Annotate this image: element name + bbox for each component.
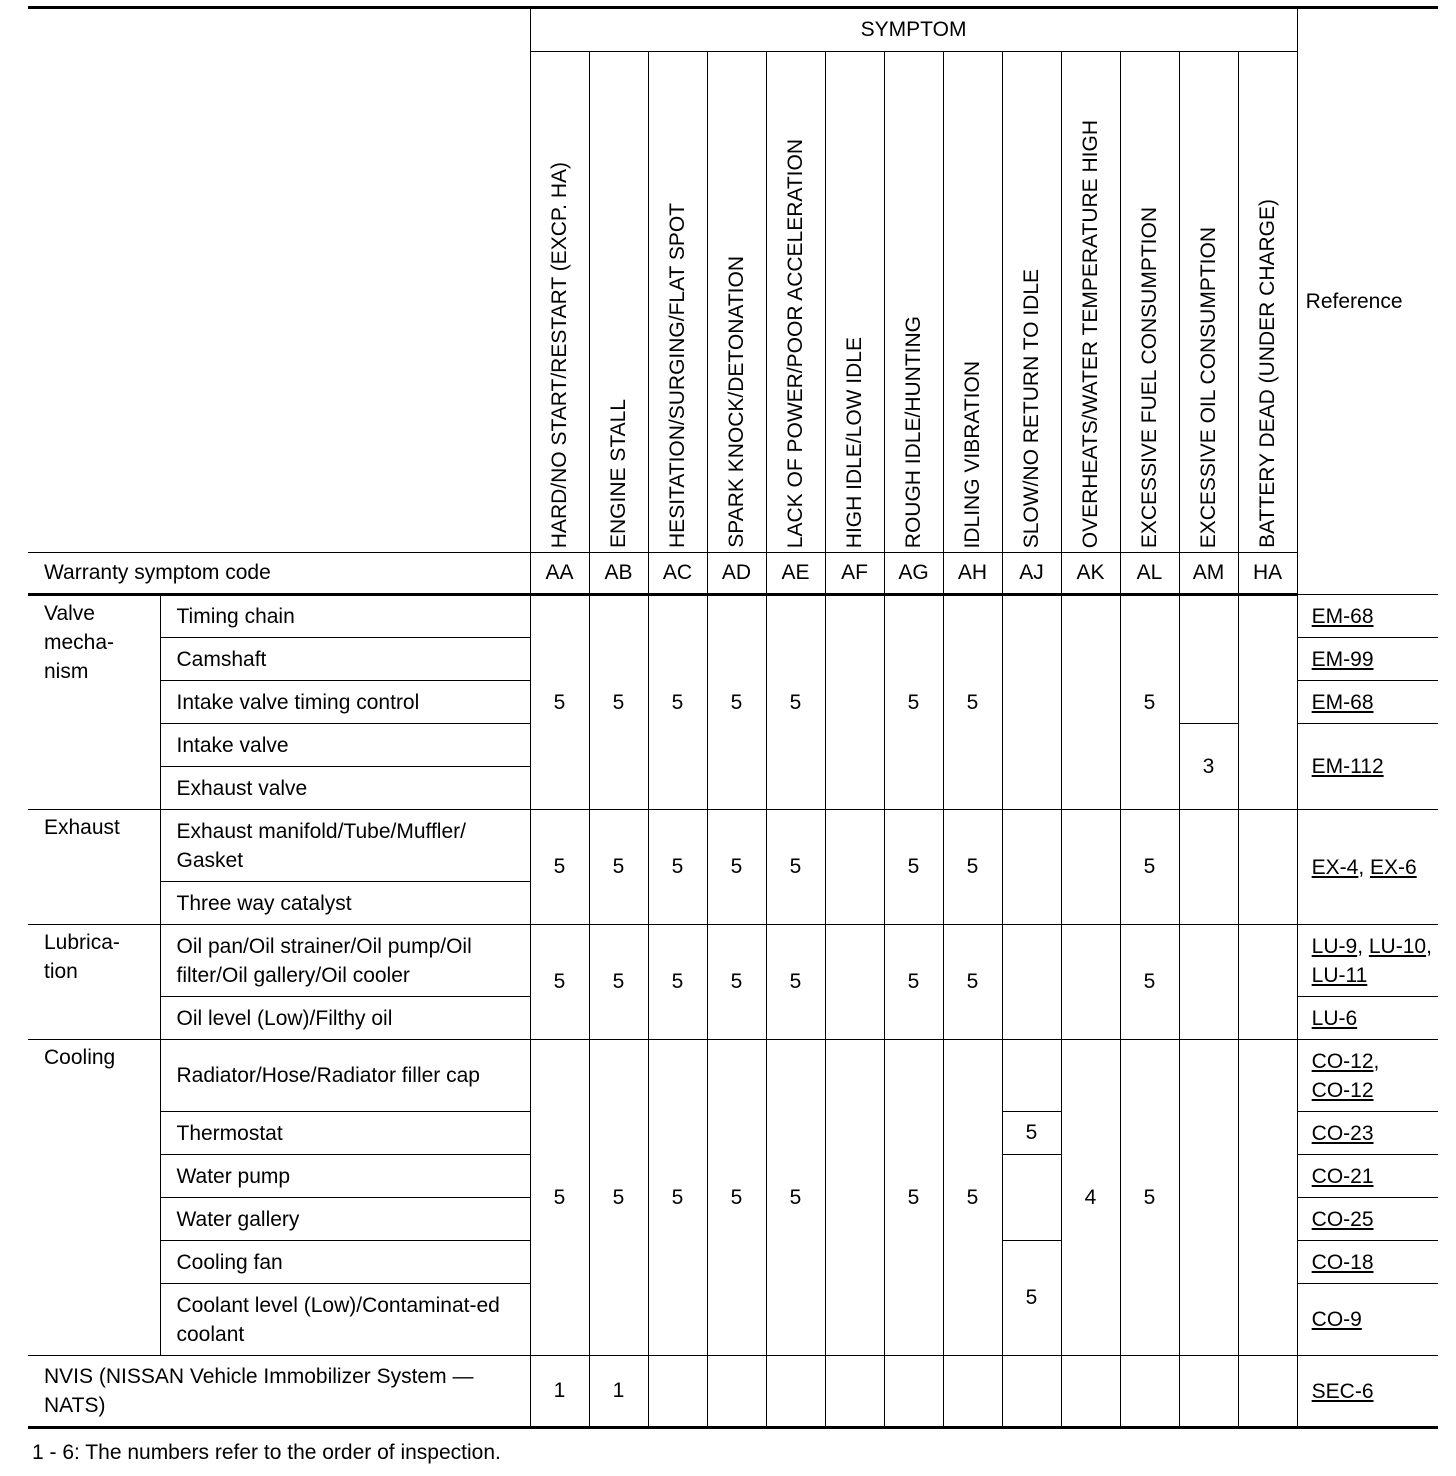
reference-cell [1297,1284,1438,1356]
value-cell [1179,810,1238,925]
value-cell: 5 [1120,1040,1179,1356]
value-cell [825,810,884,925]
symptom-name: HESITATION/SURGING/FLAT SPOT [648,52,707,553]
symptom-name: EXCESSIVE OIL CONSUMPTION [1179,52,1238,553]
item-exhaust-valve: Exhaust valve [160,767,530,810]
value-cell: 5 [707,595,766,810]
symptom-name: OVERHEATS/WATER TEMPERATURE HIGH [1061,52,1120,553]
reference-cell [1297,724,1438,810]
symptom-name: HIGH IDLE/LOW IDLE [825,52,884,553]
symptom-code: AE [766,553,825,595]
value-cell [1002,595,1061,810]
reference-cell [1297,1241,1438,1284]
value-cell [1179,925,1238,1040]
value-cell: 5 [1120,925,1179,1040]
value-cell: 5 [648,925,707,1040]
value-cell [943,1356,1002,1428]
item-water-pump: Water pump [160,1155,530,1198]
value-cell [1061,810,1120,925]
category-exhaust: Exhaust [28,810,160,925]
item-three-way-catalyst: Three way catalyst [160,882,530,925]
reference-cell [1297,1198,1438,1241]
reference-link[interactable]: SEC-6 [1311,1379,1374,1403]
reference-link[interactable]: EM-68 [1311,604,1374,628]
value-cell [1179,595,1238,724]
value-cell [1002,810,1061,925]
value-cell [1061,595,1120,810]
symptom-name: HARD/NO START/RESTART (EXCP. HA) [530,52,589,553]
reference-link[interactable]: CO-21 [1311,1164,1374,1188]
symptom-code: AM [1179,553,1238,595]
reference-cell [1297,638,1438,681]
header-blank [28,8,530,553]
symptom-name: BATTERY DEAD (UNDER CHARGE) [1238,52,1297,553]
reference-cell [1297,681,1438,724]
symptom-code: AH [943,553,1002,595]
value-cell: 5 [884,595,943,810]
value-cell [1002,1155,1061,1241]
value-cell: 5 [1002,1112,1061,1155]
reference-link[interactable]: EX-4 [1311,855,1359,879]
value-cell [766,1356,825,1428]
value-cell: 5 [589,595,648,810]
value-cell: 5 [589,925,648,1040]
reference-cell: EX-4, EX-6 [1297,810,1438,925]
value-cell [1061,1356,1120,1428]
value-cell: 5 [530,1040,589,1356]
symptom-name: EXCESSIVE FUEL CONSUMPTION [1120,52,1179,553]
value-cell [1238,1040,1297,1356]
value-cell: 1 [589,1356,648,1428]
symptom-code: HA [1238,553,1297,595]
value-cell: 5 [943,925,1002,1040]
value-cell [1002,1040,1061,1112]
symptom-code: AF [825,553,884,595]
symptom-code: AG [884,553,943,595]
reference-link[interactable]: CO-18 [1311,1250,1374,1274]
category-lubrication: Lubrica-tion [28,925,160,1040]
item-timing-chain: Timing chain [160,595,530,638]
value-cell: 5 [530,925,589,1040]
symptom-code: AD [707,553,766,595]
symptom-code: AK [1061,553,1120,595]
value-cell: 5 [766,1040,825,1356]
symptom-header: SYMPTOM [530,8,1297,52]
value-cell [884,1356,943,1428]
symptom-name: ENGINE STALL [589,52,648,553]
category-nvis: NVIS (NISSAN Vehicle Immobilizer System — NATS) [28,1356,530,1428]
value-cell: 5 [943,810,1002,925]
symptom-name: ROUGH IDLE/HUNTING [884,52,943,553]
category-cooling: Cooling [28,1040,160,1356]
value-cell: 5 [884,925,943,1040]
value-cell: 5 [530,595,589,810]
symptom-name: IDLING VIBRATION [943,52,1002,553]
reference-cell [1297,1356,1438,1428]
item-intake-valve-timing-control: Intake valve timing control [160,681,530,724]
symptom-code: AB [589,553,648,595]
value-cell: 5 [589,1040,648,1356]
value-cell [825,595,884,810]
value-cell [1179,1040,1238,1356]
value-cell: 5 [884,1040,943,1356]
symptom-name: SLOW/NO RETURN TO IDLE [1002,52,1061,553]
reference-link[interactable]: LU-10 [1368,934,1427,958]
value-cell: 5 [648,595,707,810]
item-radiator: Radiator/Hose/Radiator filler cap [160,1040,530,1112]
value-cell [1238,1356,1297,1428]
item-thermostat: Thermostat [160,1112,530,1155]
symptom-code: AL [1120,553,1179,595]
category-valve-mechanism: Valve mecha-nism [28,595,160,810]
symptom-code: AC [648,553,707,595]
value-cell [707,1356,766,1428]
value-cell: 5 [648,1040,707,1356]
value-cell [825,925,884,1040]
item-exhaust-manifold: Exhaust manifold/Tube/Muffler/ Gasket [160,810,530,882]
value-cell: 5 [766,810,825,925]
value-cell: 1 [530,1356,589,1428]
value-cell: 3 [1179,724,1238,810]
value-cell: 5 [943,595,1002,810]
value-cell: 5 [707,810,766,925]
reference-link[interactable]: LU-6 [1311,1006,1358,1030]
value-cell [648,1356,707,1428]
value-cell: 5 [707,1040,766,1356]
reference-cell [1297,1155,1438,1198]
symptom-code: AJ [1002,553,1061,595]
value-cell [1238,925,1297,1040]
symptom-name: SPARK KNOCK/DETONATION [707,52,766,553]
item-cooling-fan: Cooling fan [160,1241,530,1284]
value-cell: 4 [1061,1040,1120,1356]
reference-link[interactable]: EM-68 [1311,690,1374,714]
reference-link[interactable]: CO-23 [1311,1121,1374,1145]
reference-link[interactable]: EX-6 [1370,855,1417,879]
value-cell: 5 [884,810,943,925]
value-cell: 5 [707,925,766,1040]
reference-cell: LU-9, LU-10, LU-11 [1297,925,1438,997]
value-cell [825,1356,884,1428]
value-cell [1120,1356,1179,1428]
reference-link[interactable]: LU-11 [1311,963,1368,987]
value-cell: 5 [589,810,648,925]
item-water-gallery: Water gallery [160,1198,530,1241]
symptom-table [28,6,1438,1429]
reference-cell: CO-12, CO-12 [1297,1040,1438,1112]
value-cell [1238,595,1297,810]
reference-link[interactable]: CO-9 [1311,1308,1362,1331]
value-cell: 5 [766,595,825,810]
reference-cell [1297,595,1438,638]
value-cell: 5 [766,925,825,1040]
footnote: 1 - 6: The numbers refer to the order of inspection. [32,1441,501,1464]
symptom-code: AA [530,553,589,595]
value-cell: 5 [943,1040,1002,1356]
reference-header: Reference [1297,8,1438,595]
reference-link[interactable]: EM-112 [1311,755,1384,778]
reference-link[interactable]: LU-9 [1311,934,1358,958]
value-cell [1002,1356,1061,1428]
item-intake-valve: Intake valve [160,724,530,767]
value-cell [1238,810,1297,925]
value-cell [1061,925,1120,1040]
item-oil-pan: Oil pan/Oil strainer/Oil pump/Oil filter/Oil gallery/Oil cooler [160,925,530,997]
reference-link[interactable]: CO-25 [1311,1207,1374,1231]
value-cell [1002,925,1061,1040]
reference-link[interactable]: CO-12 [1311,1049,1374,1073]
value-cell: 5 [1002,1241,1061,1356]
reference-link[interactable]: CO-12 [1311,1078,1374,1102]
value-cell [825,1040,884,1356]
item-camshaft: Camshaft [160,638,530,681]
warranty-label: Warranty symptom code [28,553,530,595]
reference-link[interactable]: EM-99 [1311,647,1374,671]
symptom-name: LACK OF POWER/POOR ACCELERATION [766,52,825,553]
value-cell: 5 [1120,810,1179,925]
value-cell [1179,1356,1238,1428]
value-cell: 5 [530,810,589,925]
item-oil-level: Oil level (Low)/Filthy oil [160,997,530,1040]
value-cell: 5 [1120,595,1179,810]
value-cell: 5 [648,810,707,925]
item-coolant-level: Coolant level (Low)/Contaminat-ed coolant [160,1284,530,1356]
reference-cell [1297,997,1438,1040]
reference-cell [1297,1112,1438,1155]
